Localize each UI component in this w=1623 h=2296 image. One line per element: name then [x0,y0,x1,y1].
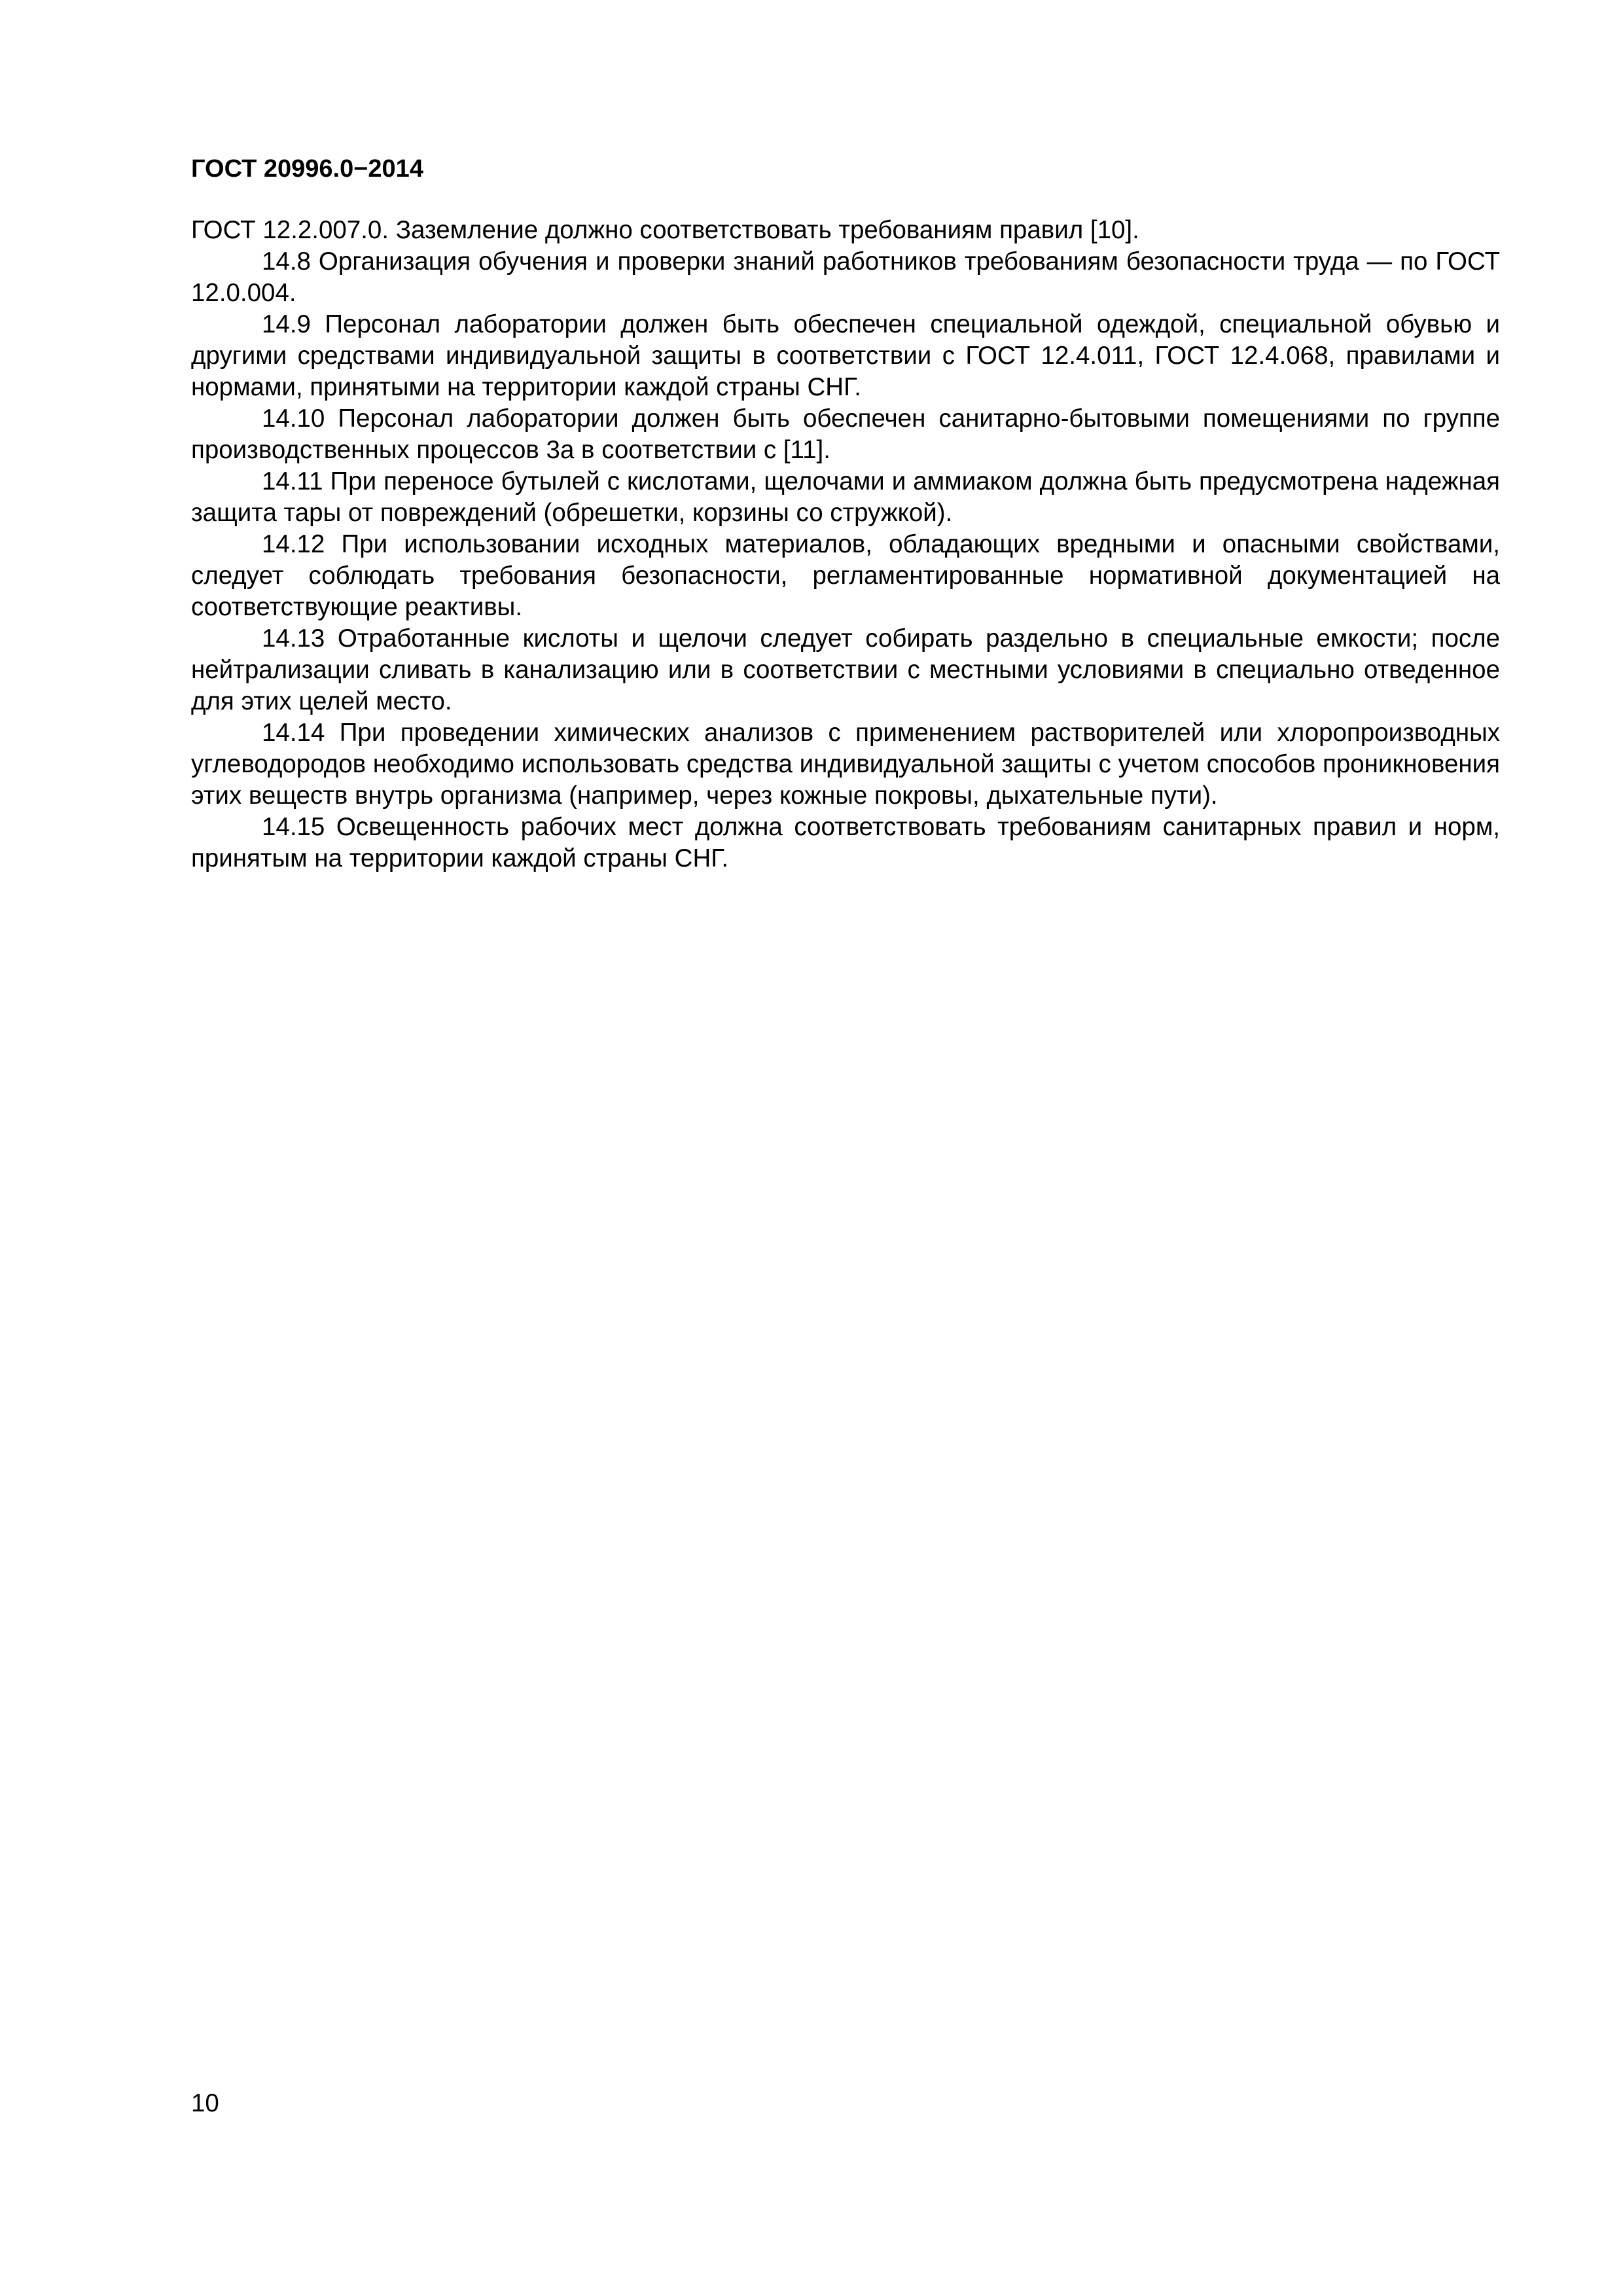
page-number: 10 [191,2089,219,2117]
paragraph-14-9: 14.9 Персонал лаборатории должен быть обеспечен специальной одеждой, специальной обувью и другими средствами индивидуальной защиты в соответствии с ГОСТ 12.4.011, ГОСТ 12.4.068, правилами и нормами, принятыми на территории каждой страны СНГ. [191,310,1500,401]
paragraph-14-8: 14.8 Организация обучения и проверки знаний работников требованиям безопасности труда — по ГОСТ 12.0.004. [191,247,1500,307]
document-body [191,215,1500,874]
paragraph-14-12: 14.12 При использовании исходных материалов, обладающих вредными и опасными свойствами, следует соблюдать требования безопасности, регламентированные нормативной документацией на соответствующие реактивы. [191,530,1500,621]
paragraph-14-15: 14.15 Освещенность рабочих мест должна соответствовать требованиям санитарных правил и норм, принятым на территории каждой страны СНГ. [191,813,1500,872]
paragraph-14-14: 14.14 При проведении химических анализов с применением растворителей или хлоропроизводных углеводородов необходимо использовать средства индивидуальной защиты с учетом способов проникновения этих веществ внутрь организма (например, через кожные покровы, дыхательные пути). [191,719,1501,810]
paragraph-14-11: 14.11 При переносе бутылей с кислотами, щелочами и аммиаком должна быть предусмотрена надежная защита тары от повреждений (обрешетки, корзины со стружкой). [191,467,1500,527]
paragraph-14-13: 14.13 Отработанные кислоты и щелочи следует собирать раздельно в специальные емкости; после нейтрализации сливать в канализацию или в соответствии с местными условиями в специально отведенное для этих целей место. [191,624,1500,715]
page-header-standard-id: ГОСТ 20996.0−2014 [191,155,423,183]
paragraph-continuation: ГОСТ 12.2.007.0. Заземление должно соответствовать требованиям правил [10]. [191,216,1139,244]
paragraph-14-10: 14.10 Персонал лаборатории должен быть обеспечен санитарно-бытовыми помещениями по группе производственных процессов 3а в соответствии с [11]. [191,404,1500,464]
